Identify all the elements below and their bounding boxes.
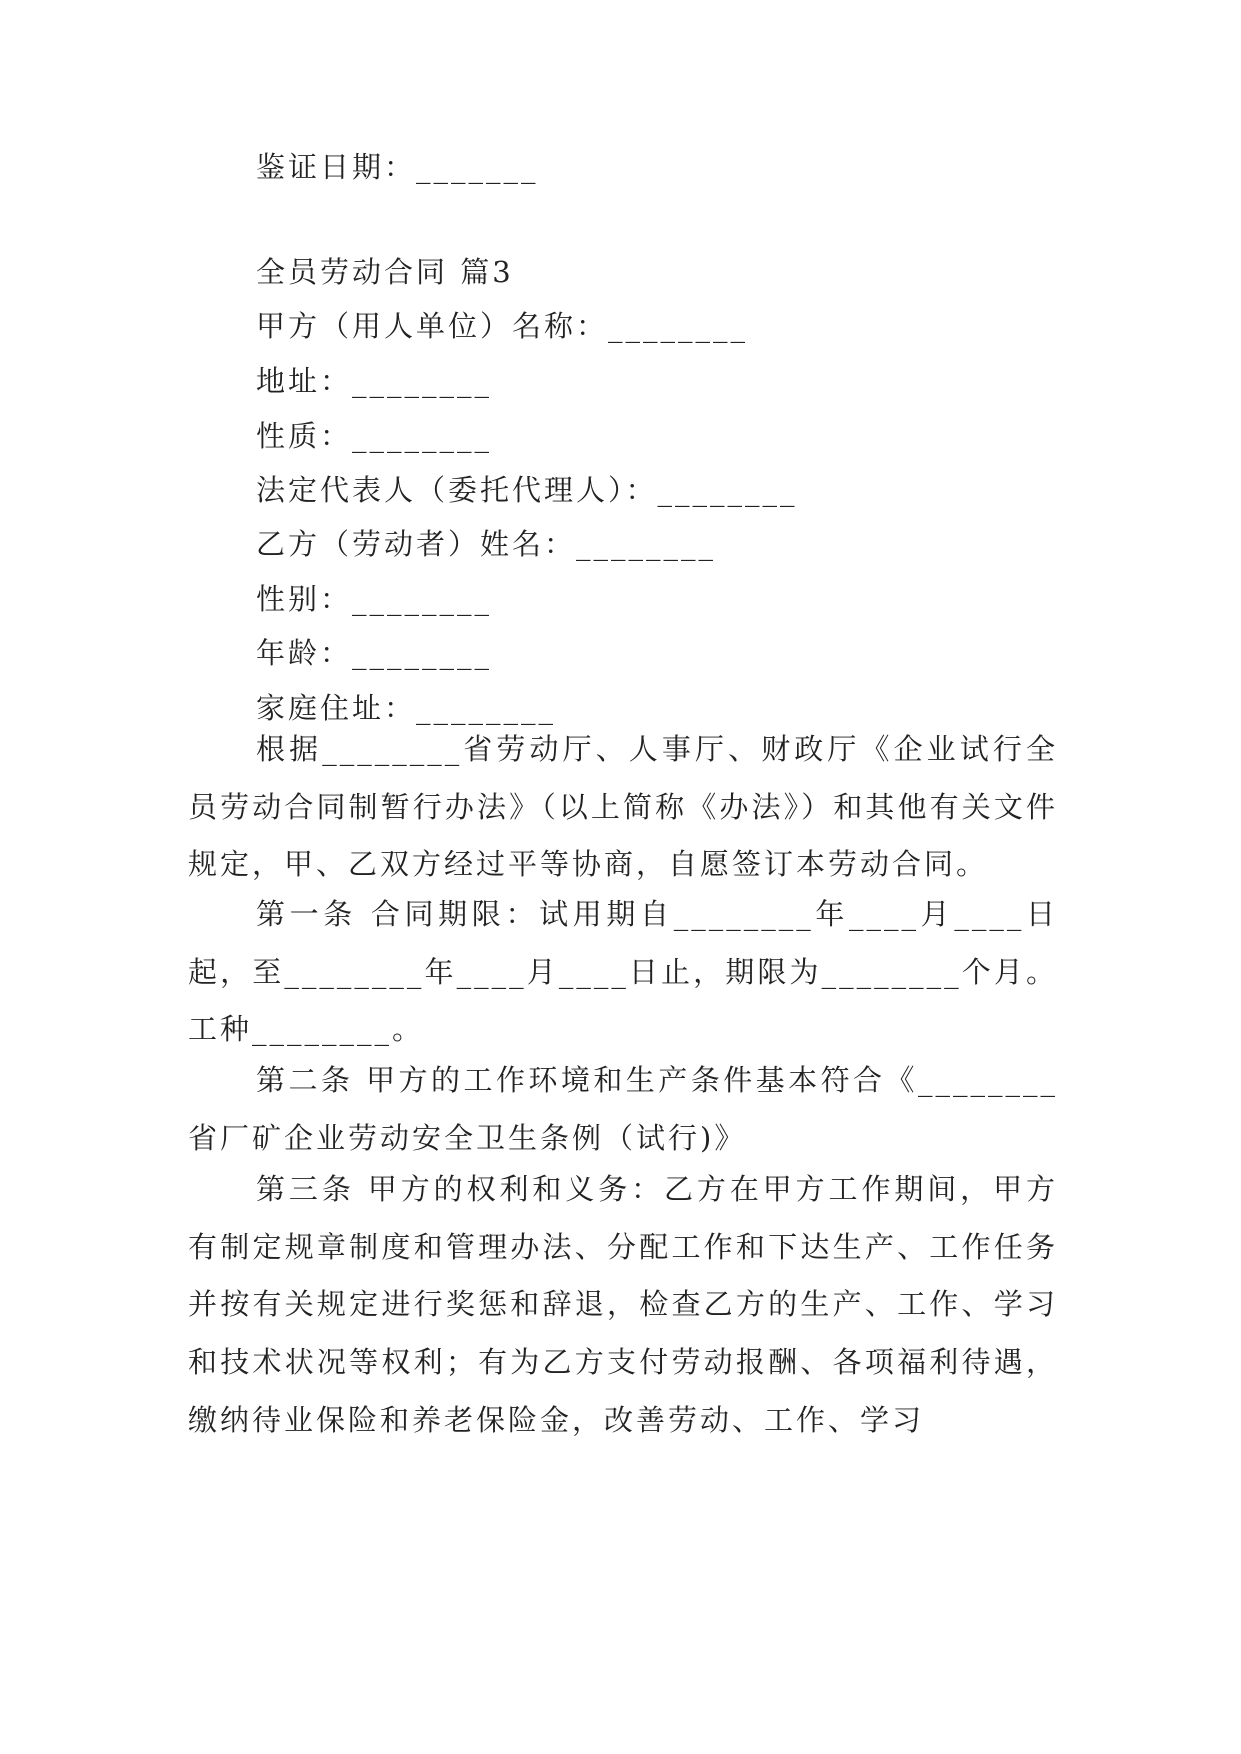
paragraph-basis: 根据________省劳动厅、人事厅、财政厅《企业试行全员劳动合同制暂行办法》（以上简称《办法》）和其他有关文件规定，甲、乙双方经过平等协商，自愿签订本劳动合同。: [188, 732, 1058, 882]
field-employee-name: 乙方（劳动者）姓名：________: [256, 527, 717, 561]
field-home-address: 家庭住址：________: [256, 691, 557, 725]
field-age: 年龄：________: [256, 636, 493, 670]
field-gender: 性别：________: [256, 582, 493, 616]
paragraph-article-2: 第二条 甲方的工作环境和生产条件基本符合《________省厂矿企业劳动安全卫生条例（试行)》: [188, 1063, 1058, 1155]
section-title: 全员劳动合同 篇3: [256, 255, 514, 289]
paragraph-article-3: 第三条 甲方的权利和义务：乙方在甲方工作期间，甲方有制定规章制度和管理办法、分配工作和下达生产、工作任务并按有关规定进行奖惩和辞退，检查乙方的生产、工作、学习和技术状况等权利；有为乙方支付劳动报酬、各项福利待遇，缴纳待业保险和养老保险金，改善劳动、工作、学习: [188, 1172, 1058, 1437]
field-employer-name: 甲方（用人单位）名称：________: [256, 309, 749, 343]
field-nature: 性质：________: [256, 419, 493, 453]
paragraph-article-1: 第一条 合同期限：试用期自________年____月____日起，至________年____月____日止，期限为________个月。工种________。: [188, 897, 1058, 1047]
field-legal-representative: 法定代表人（委托代理人）：________: [256, 473, 798, 507]
verification-date: 鉴证日期：_______: [256, 150, 539, 184]
field-address: 地址：________: [256, 364, 493, 398]
